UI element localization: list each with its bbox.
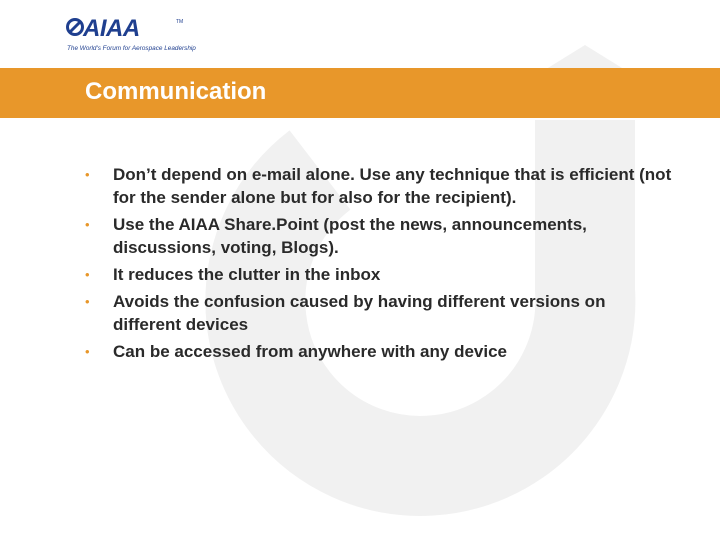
bullet-icon: • bbox=[85, 167, 90, 182]
slide-title: Communication bbox=[85, 78, 267, 105]
list-item bbox=[85, 290, 675, 336]
bullet-icon: • bbox=[85, 294, 90, 309]
bullet-icon: • bbox=[85, 217, 90, 232]
list-item bbox=[85, 163, 675, 209]
bullet-text: Can be accessed from anywhere with any device bbox=[113, 342, 507, 361]
aiaa-logo bbox=[66, 10, 196, 58]
bullet-text: Use the AIAA Share.Point (post the news, announcements, discussions, voting, Blogs). bbox=[113, 215, 587, 257]
bullet-list bbox=[85, 163, 675, 367]
logo-tagline: The World's Forum for Aerospace Leadership bbox=[67, 45, 196, 52]
list-item bbox=[85, 213, 675, 259]
bullet-icon: • bbox=[85, 267, 90, 282]
bullet-text: Don’t depend on e-mail alone. Use any technique that is efficient (not for the sender alone but for also for the recipient). bbox=[113, 165, 672, 207]
logo-brand-text: AIAA bbox=[83, 15, 140, 42]
logo-swirl-icon bbox=[68, 20, 83, 35]
bullet-text: It reduces the clutter in the inbox bbox=[113, 265, 381, 284]
bullet-icon: • bbox=[85, 344, 90, 359]
svg-text:TM: TM bbox=[176, 19, 184, 25]
list-item bbox=[85, 340, 675, 363]
bullet-text: Avoids the confusion caused by having different versions on different devices bbox=[113, 292, 606, 334]
list-item bbox=[85, 263, 675, 286]
